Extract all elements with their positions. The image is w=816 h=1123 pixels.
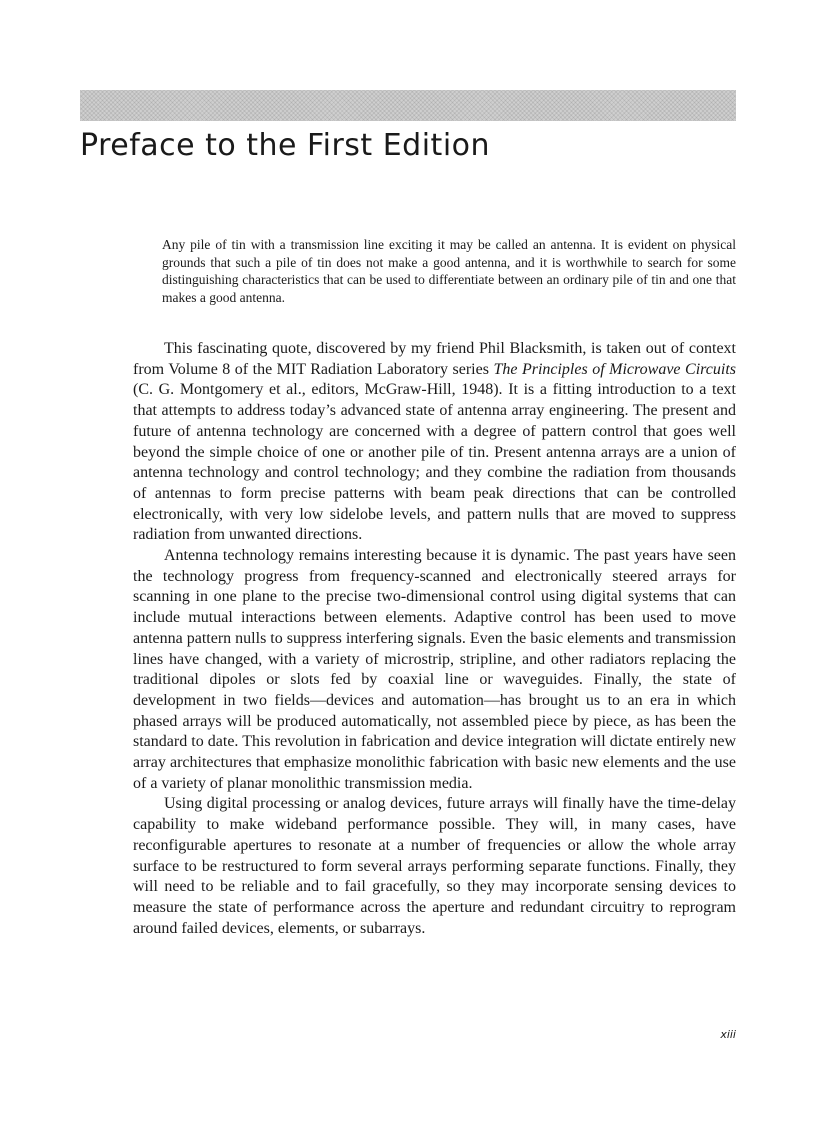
paragraph-2: Antenna technology remains interesting because it is dynamic. The past years have seen the technology progress from frequency-scanned and electronically steered arrays for scanning in one plane to the precise two-dimensional control using digital systems that can include mutual interactions between elements. Adaptive control has been used to move antenna pattern nulls to suppress interfering signals. Even the basic elements and transmission lines have changed, with a variety of microstrip, stripline, and other radiators replacing the traditional dipoles or slots fed by coaxial line or waveguides. Finally, the state of development in two fields—devices and automation—has brought us to an era in which phased arrays will be produced automatically, not assembled piece by piece, as has been the standard to date. This revolution in fabrication and device integration will dictate entirely new array architectures that emphasize monolithic fabrication with basic new elements and the use of a variety of planar monolithic transmission media. [133, 547, 736, 792]
epigraph-quote: Any pile of tin with a transmission line exciting it may be called an antenna. It is evident on physical grounds that such a pile of tin does not make a good antenna, and it is worthwhile to search for some distinguishing characteristics that can be used to differentiate between an ordinary pile of tin and one that makes a good antenna. [162, 237, 736, 305]
chapter-title: Preface to the First Edition [80, 128, 491, 163]
paragraph-1-text-end: (C. G. Montgomery et al., editors, McGraw-Hill, 1948). It is a fitting introduction to a text that attempts to address today’s advanced state of antenna array engineering. The present and future of antenna technology are concerned with a degree of pattern control that goes well beyond the simple choice of one or another pile of tin. Present antenna arrays are a union of antenna technology and control technology; and they combine the radiation from thousands of antennas to form precise patterns with beam peak directions that can be controlled electronically, with very low sidelobe levels, and pattern nulls that are moved to suppress radiation from unwanted directions. [133, 381, 736, 544]
paragraph-3: Using digital processing or analog devices, future arrays will finally have the time-delay capability to make wideband performance possible. They will, in many cases, have reconfigurable apertures to resonate at a number of frequencies or allow the whole array surface to be restructured to form several arrays performing separate functions. Finally, they will need to be reliable and to fail gracefully, so they may incorporate sensing devices to measure the state of performance across the aperture and redundant circuitry to reprogram around failed devices, elements, or subarrays. [133, 795, 736, 937]
chapter-header-band [80, 90, 736, 121]
preface-body [133, 339, 736, 939]
page-number: xiii [720, 1028, 736, 1041]
book-title-citation: The Principles of Microwave Circuits [493, 360, 736, 378]
paragraph-1 [133, 339, 736, 546]
paragraph-1-text-start: This fascinating quote, discovered by my friend Phil Blacksmith, is taken out of context from Volume 8 of the MIT Radiation Laboratory series [133, 340, 736, 378]
